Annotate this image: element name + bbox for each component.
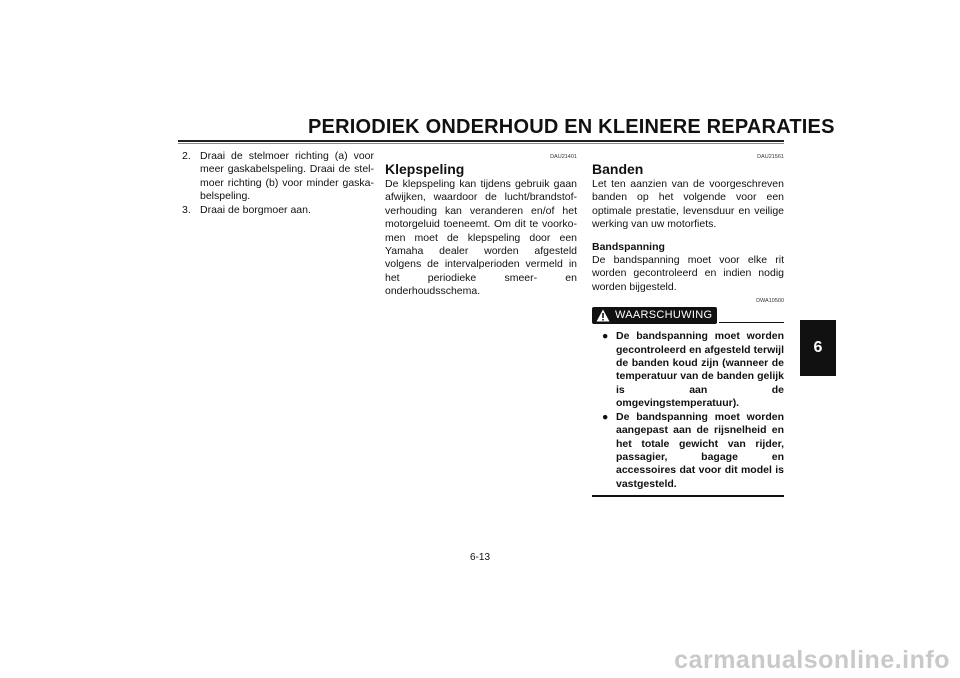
bullet-text: De bandspanning moet worden aangepast aan de rijsnelheid en het totale gewicht van rijder, passagier, bagage en accessoires dat voor dit model is vastgesteld. [616, 410, 784, 490]
warning-header [592, 307, 784, 324]
warning-label: WAARSCHUWING [615, 309, 713, 322]
column-2 [385, 150, 577, 299]
section-text: De klepspeling kan tijdens gebruik gaan afwijken, waardoor de lucht/brandstof-verhouding kan veranderen en/of het motorgeluid toeneemt. Om dit te voorkomen moet de klepspeling door een Yamaha dealer worden afgesteld volgens de intervalperioden vermeld in het periodieke smeer- en onderhoudsschema. [385, 178, 577, 298]
warning-rule [719, 322, 784, 324]
subsection-text: De bandspanning moet voor elke rit worden gecontroleerd en indien nodig worden bijgesteld. [592, 254, 784, 293]
warning-triangle-icon [596, 309, 610, 322]
section-code: DAU21401 [550, 154, 577, 160]
header-rule-thin [178, 143, 784, 144]
step-item [182, 150, 374, 204]
section-intro: Let ten aanzien van de voorgeschreven banden op het volgende voor een optimale prestatie, levensduur en veilige werking van uw motorfiets. [592, 178, 784, 231]
chapter-tab: 6 [800, 320, 836, 376]
column-3 [592, 150, 784, 497]
warning-box [592, 307, 784, 496]
bullet-text: De bandspanning moet worden gecontroleerd en afgesteld terwijl de banden koud zijn (wanneer de temperatuur van de banden gelijk is aan de omgevingstemperatuur). [616, 330, 784, 410]
page-title: PERIODIEK ONDERHOUD EN KLEINERE REPARATIES [308, 116, 835, 138]
step-number: 2. [182, 150, 191, 162]
warning-bottom-rule [592, 495, 784, 497]
bullet-icon: ● [602, 330, 609, 343]
watermark: carmanualsonline.info [674, 646, 950, 674]
list-item [592, 411, 784, 491]
section-title-klepspeling: Klepspeling [385, 161, 465, 177]
list-item [592, 330, 784, 410]
warning-badge [592, 307, 717, 324]
step-text: Draai de borgmoer aan. [200, 203, 311, 216]
bullet-icon: ● [602, 410, 609, 423]
warning-code: DWA10500 [756, 298, 784, 305]
header-rule [178, 140, 784, 142]
subsection-title: Bandspanning [592, 240, 665, 253]
step-text: Draai de stelmoer richting (a) voor meer gaskabelspeling. Draai de stelmoer richting (b) voor minder gaskabelspeling. [200, 150, 374, 203]
step-number: 3. [182, 203, 191, 216]
page-number: 6-13 [469, 552, 490, 563]
column-1 [182, 150, 374, 217]
step-item [182, 204, 374, 217]
section-code: DAU21561 [757, 154, 784, 160]
warning-body [592, 330, 784, 491]
section-title-banden: Banden [592, 161, 644, 177]
